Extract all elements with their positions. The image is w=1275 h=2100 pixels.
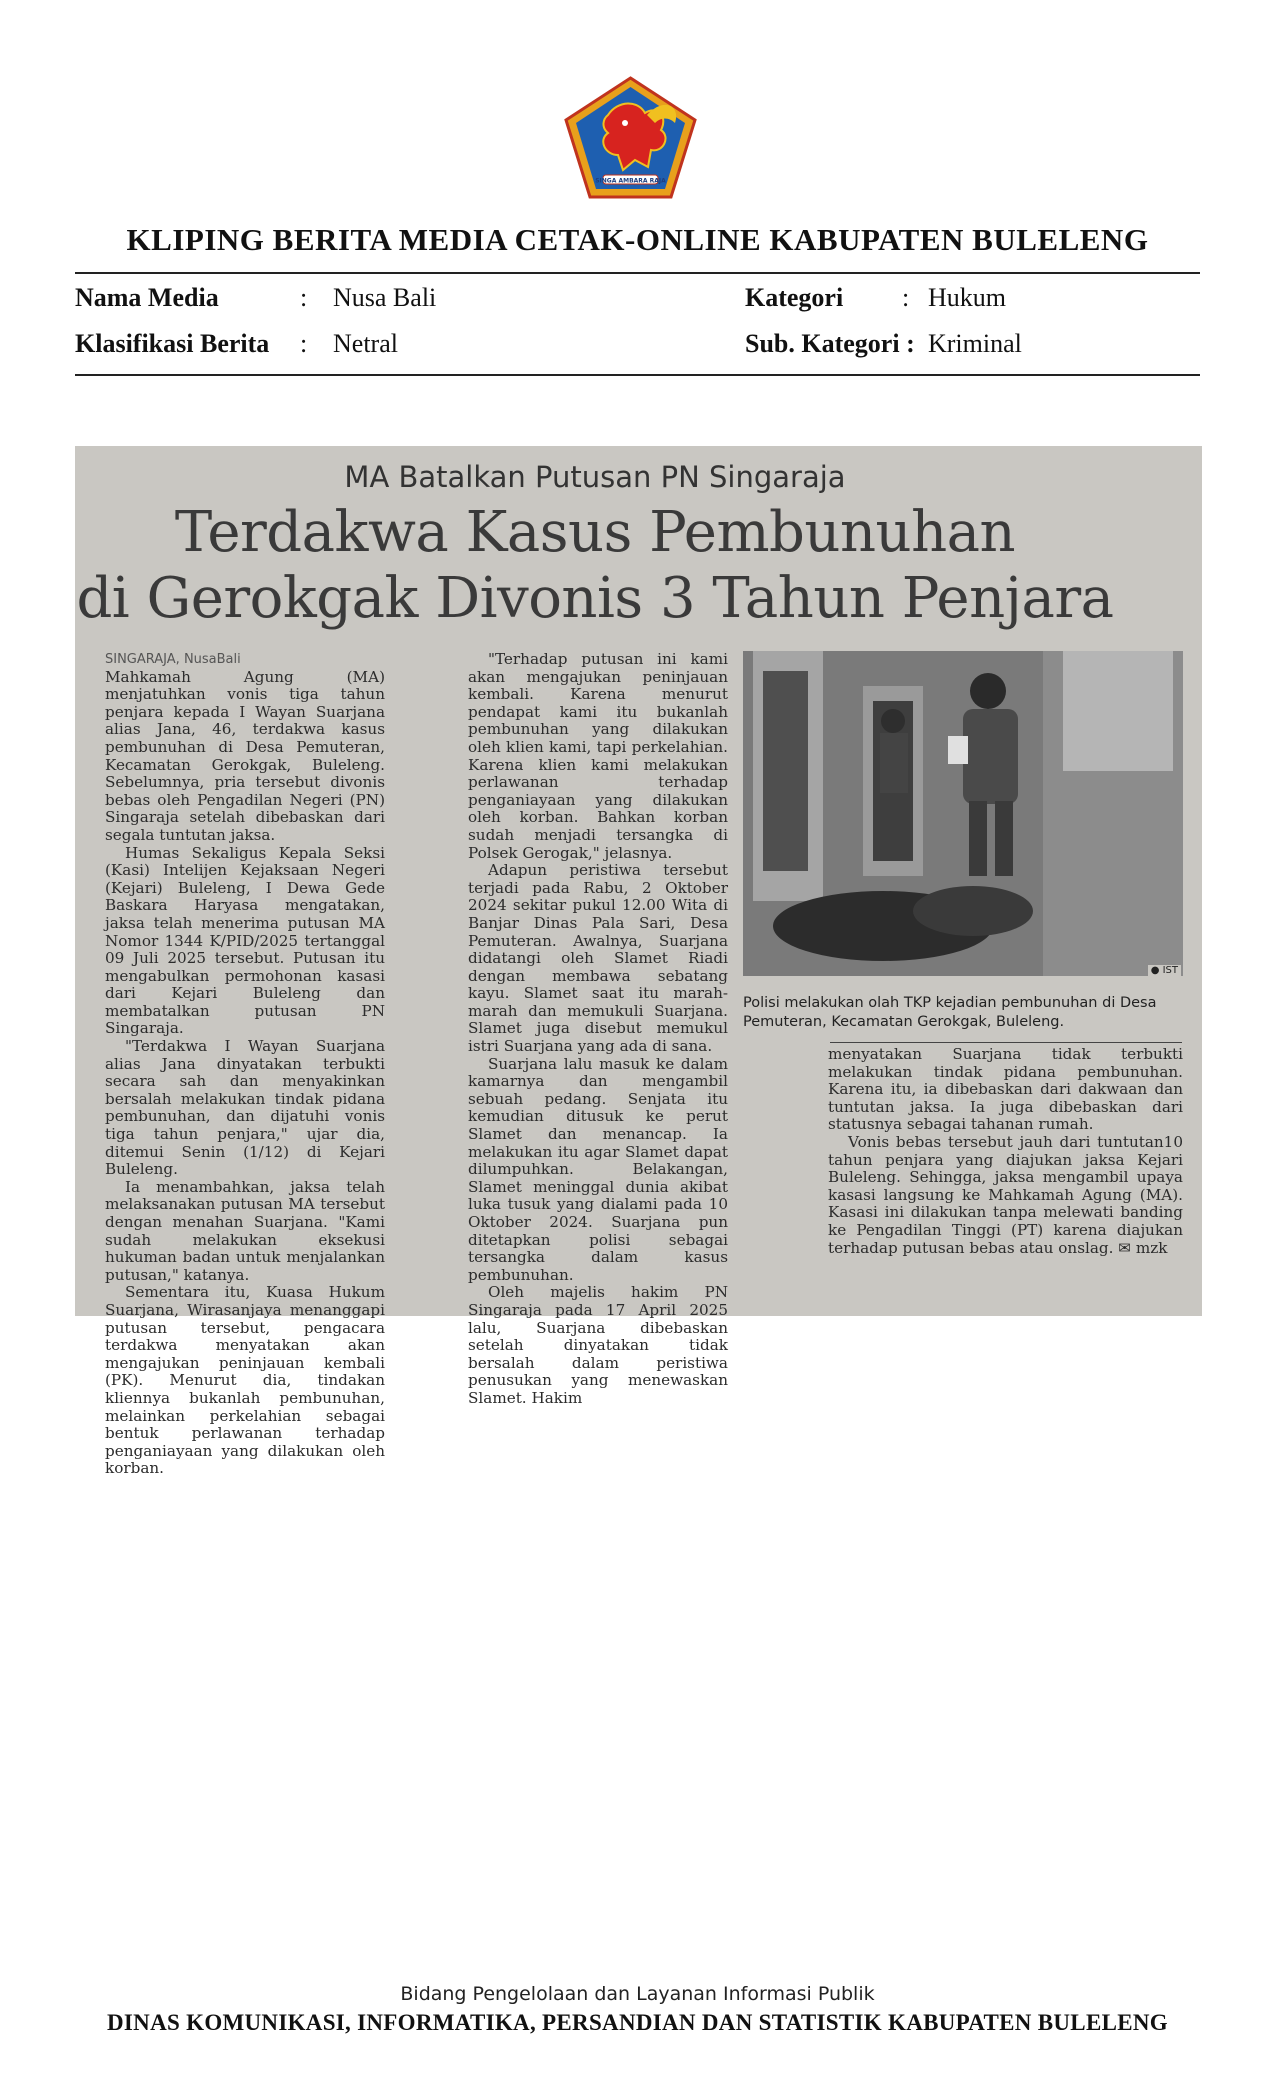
paragraph: menyatakan Suarjana tidak terbukti melakukan tindak pidana pembunuhan. Karena itu, ia dibebaskan dari dakwaan dan tuntutan jaksa. Ia juga dibebaskan dari statusnya sebagai tahanan rumah. xyxy=(828,1045,1183,1134)
photo-caption: Polisi melakukan olah TKP kejadian pembunuhan di Desa Pemuteran, Kecamatan Gerokgak, Buleleng. xyxy=(743,995,1157,1030)
footer-agency: DINAS KOMUNIKASI, INFORMATIKA, PERSANDIAN DAN STATISTIK KABUPATEN BULELENG xyxy=(107,2010,1168,2035)
klasifikasi-value: Netral xyxy=(333,329,398,358)
headline-line-2: di Gerokgak Divonis 3 Tahun Penjara xyxy=(76,566,1114,631)
header-divider xyxy=(75,272,1200,274)
media-colon: : xyxy=(300,283,308,312)
singa-ambara-raja-emblem xyxy=(563,75,698,200)
kategori-label: Kategori xyxy=(745,283,844,312)
headline-line-1: Terdakwa Kasus Pembunuhan xyxy=(174,500,1016,565)
article-dateline: SINGARAJA, NusaBali xyxy=(105,652,241,667)
subkategori-value: Kriminal xyxy=(928,329,1022,358)
article-column-1 xyxy=(105,651,385,1478)
paragraph: Vonis bebas tersebut jauh dari tuntutan10 tahun penjara yang diajukan jaksa Kejari Buleleng. Sehingga, jaksa mengambil upaya kasasi langsung ke Mahkamah Agung (MA). Kasasi ini dilakukan tanpa melewati banding ke Pengadilan Tinggi (PT) karena diajukan terhadap putusan bebas atau onslag. ✉ mzk xyxy=(828,1132,1183,1257)
paragraph: Suarjana lalu masuk ke dalam kamarnya dan mengambil sebuah pedang. Senjata itu kemudian ditusuk ke perut Slamet dan menancap. Ia melakukan itu agar Slamet dapat dilumpuhkan. Belakangan, Slamet meninggal dunia akibat luka tusuk yang dialami pada 10 Oktober 2024. Suarjana pun ditetapkan polisi sebagai tersangka dalam kasus pembunuhan. xyxy=(468,1054,728,1284)
kategori-colon: : xyxy=(902,283,910,312)
article-column-3 xyxy=(828,1046,1183,1257)
photo-credit: ● IST xyxy=(1148,965,1181,976)
article-headline xyxy=(75,500,1115,632)
meta-divider xyxy=(75,374,1200,376)
paragraph: Oleh majelis hakim PN Singaraja pada 17 April 2025 lalu, Suarjana dibebaskan setelah dinyatakan tidak bersalah dalam peristiwa penusukan yang menewaskan Slamet. Hakim xyxy=(468,1283,728,1407)
kategori-value: Hukum xyxy=(928,283,1006,312)
footer-unit: Bidang Pengelolaan dan Layanan Informasi Publik xyxy=(400,1983,875,2005)
photo-scene xyxy=(743,651,1183,976)
page-title: KLIPING BERITA MEDIA CETAK-ONLINE KABUPATEN BULELENG xyxy=(126,222,1149,257)
article-column-2 xyxy=(468,651,728,1408)
paragraph: Sementara itu, Kuasa Hukum Suarjana, Wirasanjaya menanggapi putusan tersebut, pengacara terdakwa menyatakan akan mengajukan peninjauan kembali (PK). Menurut dia, tindakan kliennya bukanlah pembunuhan, melainkan perkelahian sebagai bentuk perlawanan terhadap penganiayaan yang dilakukan oleh korban. xyxy=(105,1283,385,1478)
subkategori-label: Sub. Kategori : xyxy=(745,329,915,358)
paragraph: "Terhadap putusan ini kami akan mengajukan peninjauan kembali. Karena menurut pendapat kami itu bukanlah pembunuhan yang dilakukan oleh klien kami, tapi perkelahian. Karena klien kami melakukan perlawanan terhadap penganiayaan yang dilakukan oleh korban. Bahkan korban sudah menjadi tersangka di Polsek Gerogak," jelasnya. xyxy=(468,650,728,862)
newspaper-clipping xyxy=(75,446,1202,1478)
klasifikasi-label: Klasifikasi Berita xyxy=(75,329,270,358)
caption-divider xyxy=(830,1042,1182,1043)
media-label: Nama Media xyxy=(75,283,219,312)
media-value: Nusa Bali xyxy=(333,283,437,312)
logo-text: SINGA AMBARA RAJA xyxy=(595,177,666,185)
paragraph: Ia menambahkan, jaksa telah melaksanakan putusan MA tersebut dengan menahan Suarjana. "Kami sudah melakukan eksekusi hukuman badan untuk menjalankan putusan," katanya. xyxy=(105,1177,385,1284)
paragraph: Mahkamah Agung (MA) menjatuhkan vonis tiga tahun penjara kepada I Wayan Suarjana alias Jana, 46, terdakwa kasus pembunuhan di Desa Pemuteran, Kecamatan Gerokgak, Buleleng. Sebelumnya, pria tersebut divonis bebas oleh Pengadilan Negeri (PN) Singaraja setelah dibebaskan dari segala tuntutan jaksa. xyxy=(105,667,385,844)
paragraph: "Terdakwa I Wayan Suarjana alias Jana dinyatakan terbukti secara sah dan menyakinkan bersalah melakukan tindak pidana pembunuhan, dan dijatuhi vonis tiga tahun penjara," ujar dia, ditemui Senin (1/12) di Kejari Buleleng. xyxy=(105,1037,385,1179)
paragraph: Adapun peristiwa tersebut terjadi pada Rabu, 2 Oktober 2024 sekitar pukul 12.00 Wita di Banjar Dinas Pala Sari, Desa Pemuteran. Awalnya, Suarjana didatangi oleh Slamet Riadi dengan membawa sebatang kayu. Slamet saat itu marah-marah dan memukuli Suarjana. Slamet juga disebut memukul istri Suarjana yang ada di sana. xyxy=(468,861,728,1056)
klasifikasi-colon: : xyxy=(300,329,308,358)
article-kicker: MA Batalkan Putusan PN Singaraja xyxy=(344,460,846,494)
paragraph: Humas Sekaligus Kepala Seksi (Kasi) Intelijen Kejaksaan Negeri (Kejari) Buleleng, I Dewa Gede Baskara Haryasa mengatakan, jaksa telah menerima putusan MA Nomor 1344 K/PID/2025 tertanggal 09 Juli 2025 tersebut. Putusan itu mengabulkan permohonan kasasi dari Kejari Buleleng dan membatalkan putusan PN Singaraja. xyxy=(105,843,385,1038)
article-photo xyxy=(743,651,1183,976)
